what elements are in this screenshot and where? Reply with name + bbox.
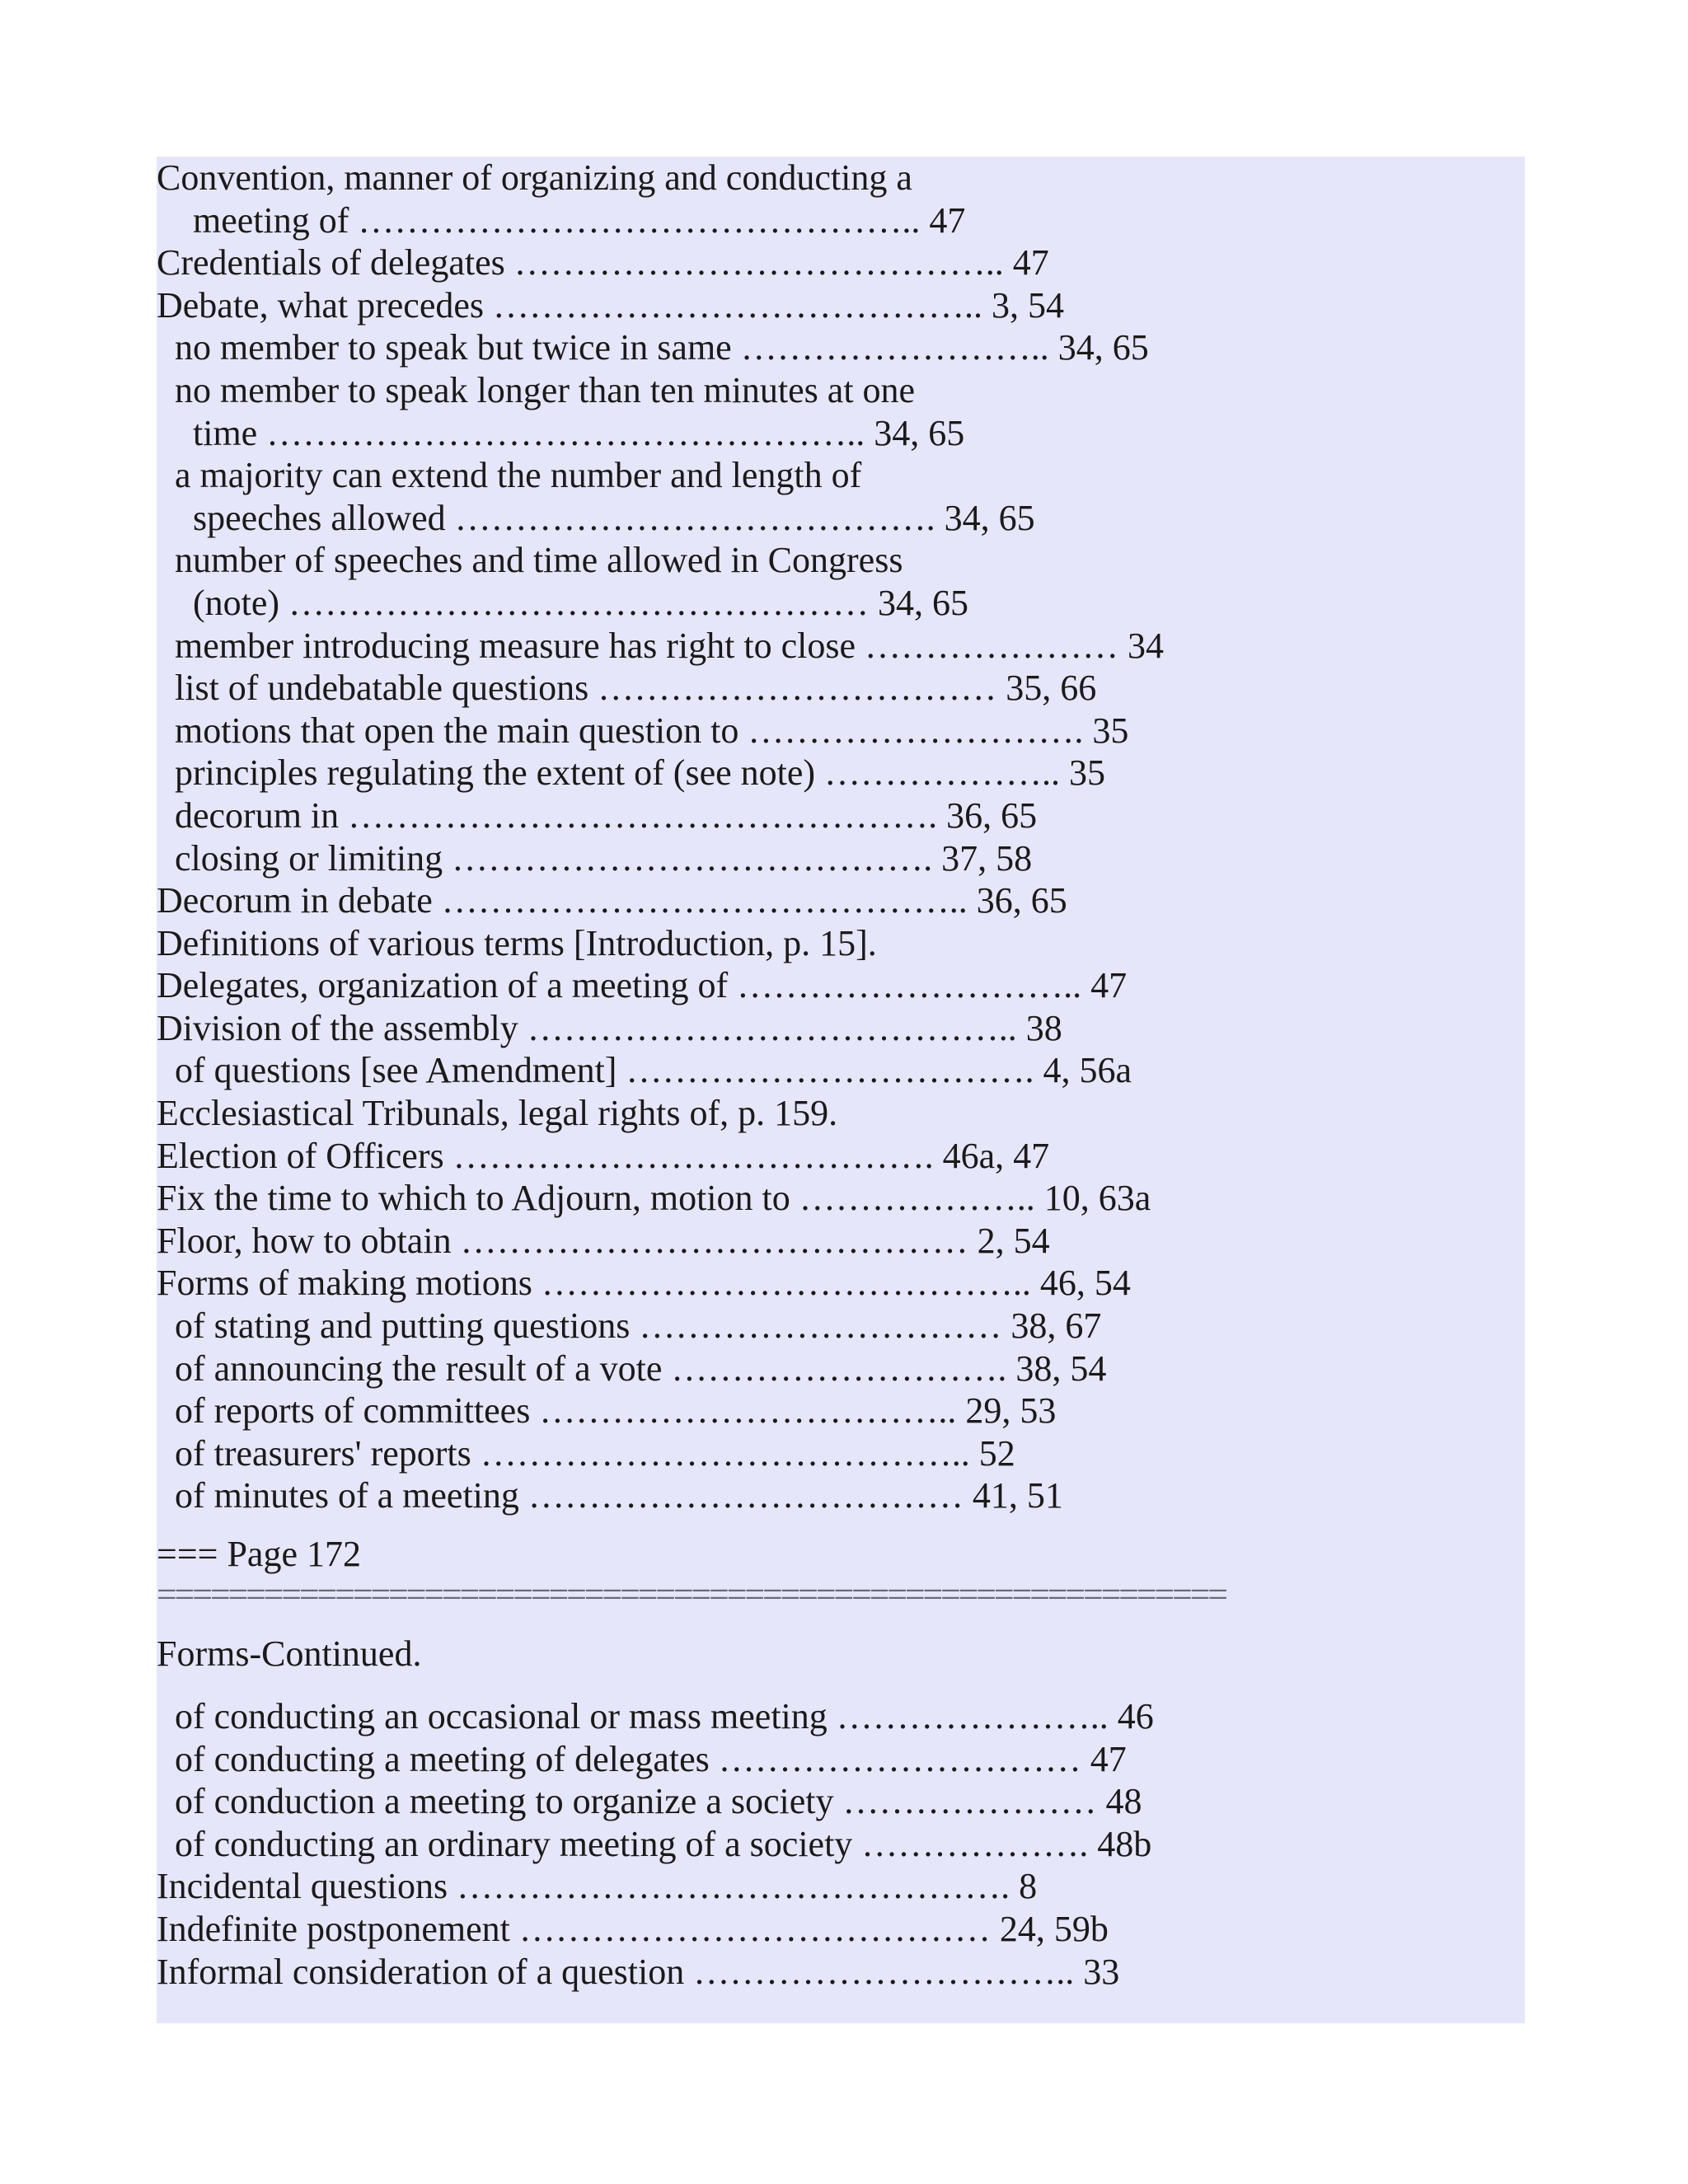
index-entry: decorum in …………………………………………. 36, 65 xyxy=(157,794,1038,836)
index-entry: Credentials of delegates ………………………………….. 47 xyxy=(157,242,1049,284)
index-entry: time ………………………………………….. 34, 65 xyxy=(157,412,965,453)
index-entry: Floor, how to obtain …………………………………… 2, 54 xyxy=(157,1220,1050,1261)
index-entry: Convention, manner of organizing and conducting a xyxy=(157,157,912,198)
index-entry: member introducing measure has right to close ………………… 34 xyxy=(157,625,1164,666)
index-entry: Indefinite postponement ………………………………… 24, 59b xyxy=(157,1908,1109,1949)
index-entry: of conducting an ordinary meeting of a society ………………. 48b xyxy=(157,1823,1152,1864)
index-entry: a majority can extend the number and length of xyxy=(157,455,862,496)
index-entry: of minutes of a meeting ……………………………… 41, 51 xyxy=(157,1475,1063,1516)
index-entry: of conducting a meeting of delegates ………………………… 47 xyxy=(157,1738,1127,1779)
index-entry: Delegates, organization of a meeting of ……………………….. 47 xyxy=(157,965,1128,1006)
index-entry: Fix the time to which to Adjourn, motion to ……………….. 10, 63a xyxy=(157,1178,1151,1219)
continued-heading: Forms-Continued. xyxy=(157,1633,422,1674)
index-entry: Informal consideration of a question ………………………….. 33 xyxy=(157,1951,1120,1992)
index-page-panel xyxy=(157,157,1525,2023)
index-entry: of conduction a meeting to organize a society ………………… 48 xyxy=(157,1781,1142,1822)
index-entry: no member to speak longer than ten minutes at one xyxy=(157,369,916,410)
index-entry: speeches allowed …………………………………. 34, 65 xyxy=(157,497,1035,538)
index-entry: of reports of committees …………………………….. 29, 53 xyxy=(157,1390,1057,1432)
index-list xyxy=(157,157,1525,1517)
index-entry: Division of the assembly ………………………………….. 38 xyxy=(157,1007,1062,1048)
page-marker: === Page 172 xyxy=(157,1534,361,1574)
index-entry: Election of Officers …………………………………. 46a, 47 xyxy=(157,1135,1050,1176)
index-entry: Decorum in debate …………………………………….. 36, 65 xyxy=(157,880,1067,921)
index-entry: principles regulating the extent of (see note) ……………….. 35 xyxy=(157,752,1106,794)
index-entry: number of speeches and time allowed in Congress xyxy=(157,540,903,581)
index-entry: Incidental questions ………………………………………. 8 xyxy=(157,1866,1038,1907)
index-list-continued xyxy=(157,1695,1525,1993)
index-entry: motions that open the main question to ………………………. 35 xyxy=(157,710,1129,751)
index-entry: of questions [see Amendment] ……………………………. 4, 56a xyxy=(157,1050,1132,1091)
index-entry: Ecclesiastical Tribunals, legal rights of, p. 159. xyxy=(157,1093,838,1134)
index-entry: of stating and putting questions ………………………… 38, 67 xyxy=(157,1305,1102,1347)
index-entry: Forms of making motions ………………………………….. 46, 54 xyxy=(157,1263,1131,1304)
index-entry: Definitions of various terms [Introduction, p. 15]. xyxy=(157,922,877,963)
separator-rule: ============================================================ xyxy=(157,1574,1226,1615)
index-entry: meeting of ……………………………………….. 47 xyxy=(157,199,966,241)
index-entry: (note) ………………………………………… 34, 65 xyxy=(157,582,969,623)
index-entry: of announcing the result of a vote ………………………. 38, 54 xyxy=(157,1347,1107,1389)
index-entry: of conducting an occasional or mass meeting ………………….. 46 xyxy=(157,1696,1154,1736)
index-entry: no member to speak but twice in same …………………….. 34, 65 xyxy=(157,327,1149,368)
index-entry: list of undebatable questions …………………………… 35, 66 xyxy=(157,668,1097,709)
index-entry: closing or limiting …………………………………. 37, 58 xyxy=(157,837,1033,879)
index-entry: Debate, what precedes ………………………………….. 3, 54 xyxy=(157,284,1065,326)
index-entry: of treasurers' reports ………………………………….. 52 xyxy=(157,1432,1015,1474)
